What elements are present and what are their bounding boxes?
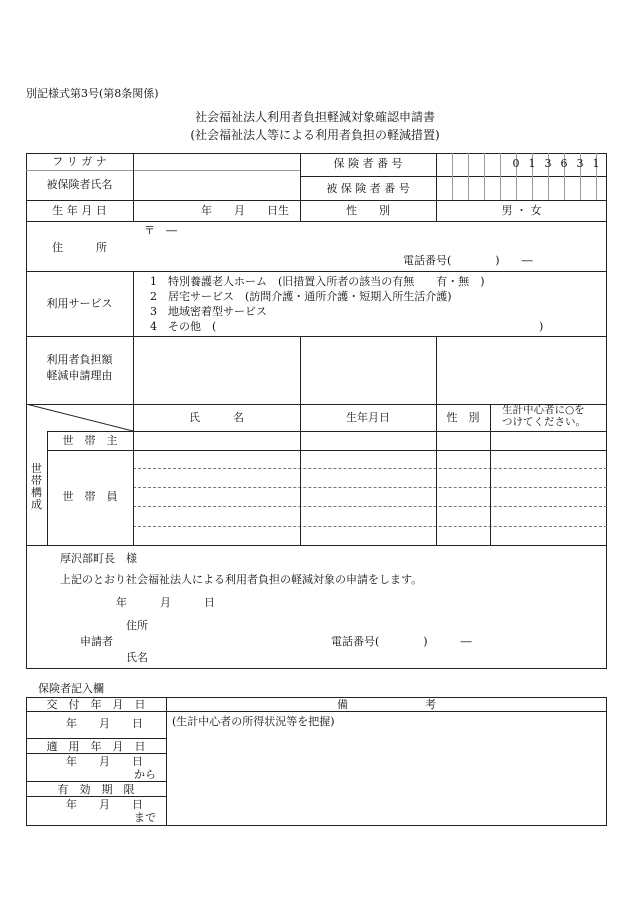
applicant-phone[interactable]: 電話番号( ) ― [331,635,472,648]
remarks-label: 備 考 [337,698,436,711]
service-item-2[interactable]: 2 居宅サービス (訪問介護・通所介護・短期入所生活介護) [150,290,452,303]
valid-until-label: 有 効 期 限 [57,783,135,796]
addressee: 厚沢部町長 様 [60,552,137,565]
applicant-address-label: 住所 [126,619,148,632]
sex-label: 性 別 [346,204,390,217]
insurer-digit: 3 [576,157,584,170]
insurer-number-label: 保 険 者 番 号 [333,157,403,170]
valid-until-suffix: まで [134,811,156,824]
reason-label-line1: 利用者負担額 [46,353,113,366]
apply-from-label: から [134,768,156,781]
household-col-birth: 生年月日 [346,411,390,424]
insured-name-label: 被保険者氏名 [46,178,113,191]
issue-date-value[interactable]: 年 月 日 [66,717,143,730]
valid-date-value[interactable]: 年 月 日 [66,798,143,811]
household-char: 構 [31,486,42,499]
form-title: 社会福祉法人利用者負担軽減対象確認申請書 [194,110,435,124]
insurer-digit: 1 [592,157,600,170]
household-char: 帯 [31,474,42,487]
service-item-3[interactable]: 3 地域密着型サービス [150,305,267,318]
household-member-label: 世 帯 員 [62,490,118,503]
remarks-value[interactable]: (生計中心者の所得状況等を把握) [172,715,335,728]
household-col-sex: 性 別 [446,411,480,424]
insurer-digit: 6 [560,157,568,170]
address-phone[interactable]: 電話番号( ) ― [403,254,533,267]
service-other-close: ) [539,320,544,333]
service-item-4[interactable]: 4 その他 ( [150,320,217,333]
form-number: 別記様式第3号(第8条関係) [26,87,159,100]
applicant-name-label: 氏名 [126,651,148,664]
insurer-digit: 3 [544,157,552,170]
service-item-1[interactable]: 1 特別養護老人ホーム (旧措置入所者の該当の有無 有・無 ) [150,275,485,288]
sex-options[interactable]: 男 ・ 女 [501,204,542,217]
birthdate-label: 生 年 月 日 [52,204,107,217]
insurer-section-title: 保険者記入欄 [38,682,104,695]
insurer-digit: 0 [512,157,520,170]
declaration-statement: 上記のとおり社会福祉法人による利用者負担の軽減対象の申請をします。 [60,573,423,586]
household-col-note-line1: 生計中心者に○を [502,404,585,416]
address-label: 住 所 [52,241,107,254]
insured-number-label: 被 保 険 者 番 号 [326,182,410,195]
form-subtitle: (社会福祉法人等による利用者負担の軽減措置) [190,128,440,142]
birthdate-value[interactable]: 年 月 日生 [201,204,289,217]
household-col-name: 氏 名 [189,411,244,424]
postal-code[interactable]: 〒 ― [144,224,177,237]
furigana-label: フ リ ガ ナ [52,155,107,168]
household-head-label: 世 帯 主 [62,434,118,447]
services-label: 利用サービス [46,297,113,310]
apply-date-label: 適 用 年 月 日 [46,740,146,753]
applicant-label: 申請者 [80,635,113,648]
household-col-note-line2: つけてください。 [502,416,586,428]
apply-date-value[interactable]: 年 月 日 [66,755,143,768]
issue-date-label: 交 付 年 月 日 [46,698,146,711]
insurer-digit: 1 [528,157,536,170]
household-char: 世 [31,462,42,475]
reason-label-line2: 軽減申請理由 [46,369,113,382]
declaration-date[interactable]: 年 月 日 [116,596,215,609]
household-char: 成 [31,498,42,511]
